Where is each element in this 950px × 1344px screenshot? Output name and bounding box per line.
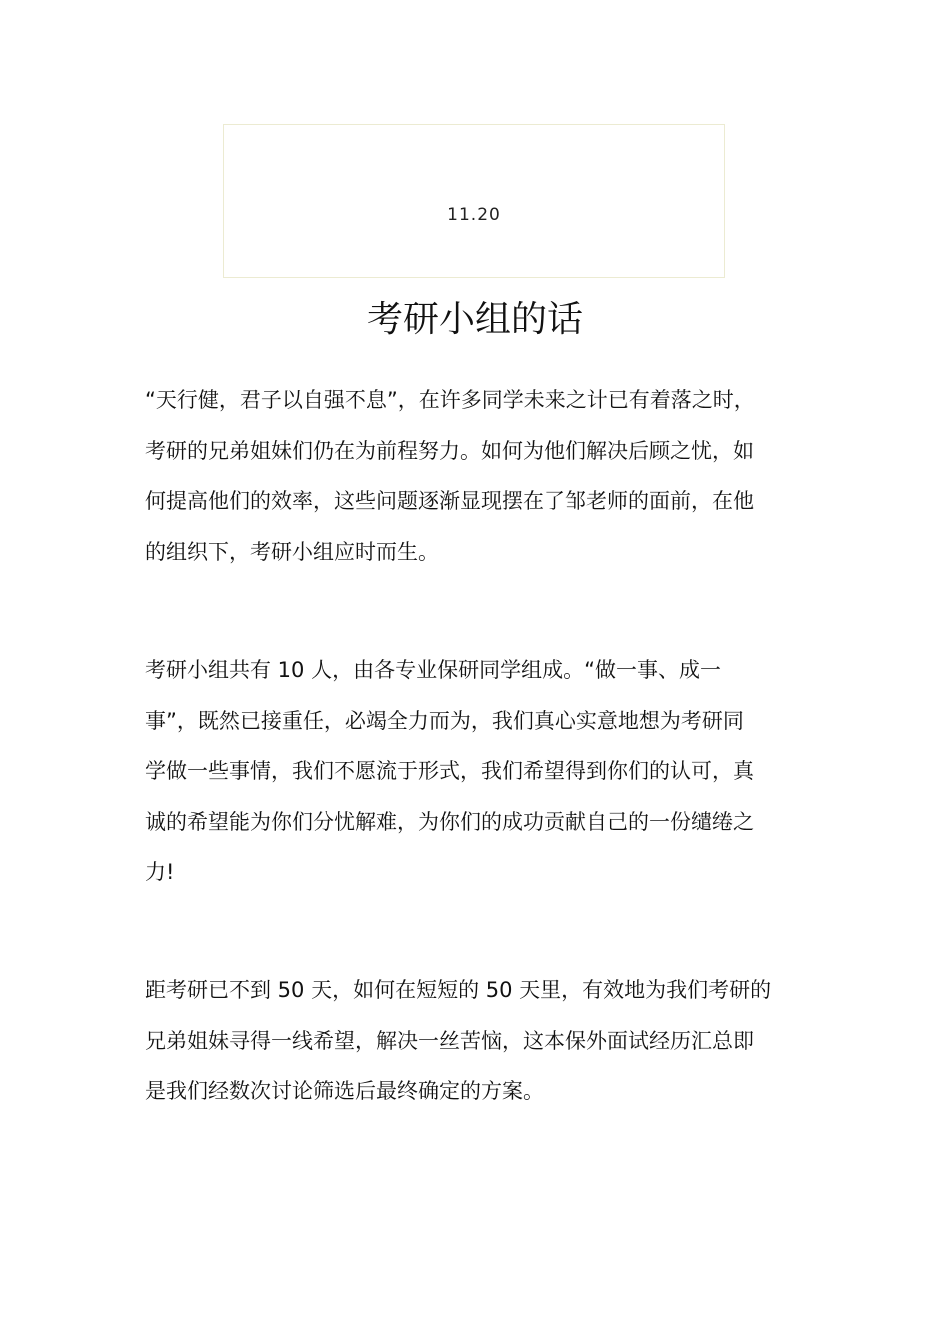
paragraph-line: 是我们经数次讨论筛选后最终确定的方案。 [145,1079,544,1103]
paragraph-line: 力! [145,860,175,884]
date-box [223,124,725,278]
paragraph-line: 兄弟姐妹寻得一线希望，解决一丝苦恼，这本保外面试经历汇总即 [145,1028,754,1053]
paragraph-line: “天行健，君子以自强不息”，在许多同学未来之计已有着落之时， [145,388,755,412]
paragraph-line: 考研的兄弟姐妹们仍在为前程努力。如何为他们解决后顾之忧，如 [145,438,754,463]
paragraph-team [145,645,805,898]
date-label: 11.20 [447,205,501,225]
paragraph-line: 距考研已不到 50 天，如何在短短的 50 天里，有效地为我们考研的 [145,978,772,1002]
paragraph-line: 何提高他们的效率，这些问题逐渐显现摆在了邹老师的面前，在他 [145,489,754,513]
paragraph-line: 学做一些事情，我们不愿流于形式，我们希望得到你们的认可，真 [145,759,754,783]
paragraph-plan [145,965,805,1117]
paragraph-line: 事”，既然已接重任，必竭全力而为，我们真心实意地想为考研同 [145,708,744,733]
page-title: 考研小组的话 [366,299,583,340]
paragraph-line: 诚的希望能为你们分忧解难，为你们的成功贡献自己的一份缱绻之 [145,809,754,834]
paragraph-line: 的组织下，考研小组应时而生。 [145,539,439,564]
paragraph-intro [145,375,805,577]
paragraph-line: 考研小组共有 10 人，由各专业保研同学组成。“做一事、成一 [145,658,721,682]
